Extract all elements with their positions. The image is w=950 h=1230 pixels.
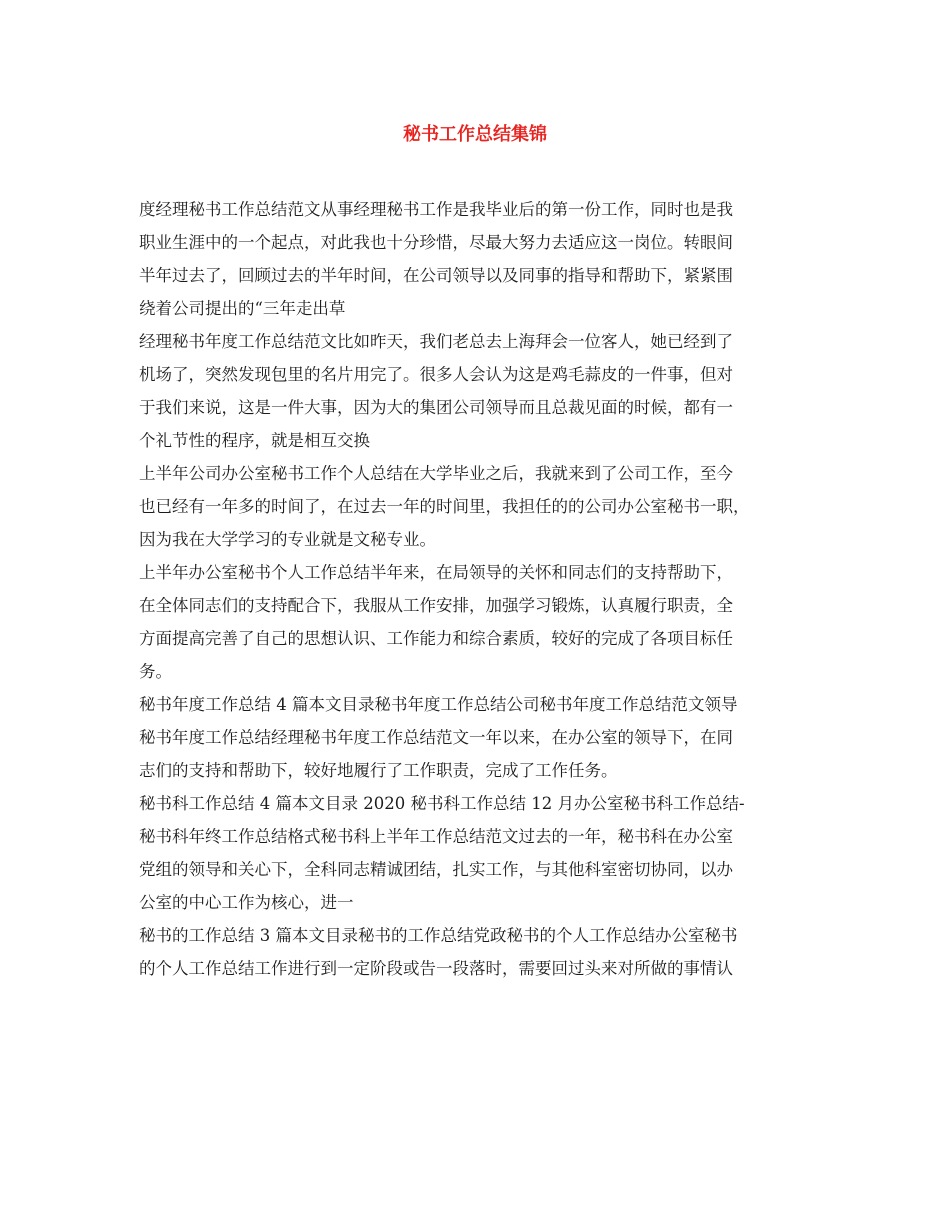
text-line: 秘书年度工作总结经理秘书年度工作总结范文一年以来，在办公室的领导下，在同 — [139, 728, 733, 747]
document-title: 秘书工作总结集锦 — [403, 124, 547, 145]
text-line: 秘书年度工作总结 4 篇本文目录秘书年度工作总结公司秘书年度工作总结范文领导 — [139, 695, 738, 714]
text-line: 度经理秘书工作总结范文从事经理秘书工作是我毕业后的第一份工作，同时也是我 — [139, 200, 733, 219]
text-line: 秘书科工作总结 4 篇本文目录 2020 秘书科工作总结 12 月办公室秘书科工作总结- — [139, 794, 745, 813]
text-line: 因为我在大学学习的专业就是文秘专业。 — [139, 530, 436, 549]
text-line: 务。 — [139, 662, 172, 681]
text-line: 也已经有一年多的时间了，在过去一年的时间里，我担任的的公司办公室秘书一职， — [139, 497, 750, 516]
text-line: 绕着公司提出的“三年走出草 — [139, 299, 346, 318]
text-line: 志们的支持和帮助下，较好地履行了工作职责，完成了工作任务。 — [139, 761, 618, 780]
text-line: 个礼节性的程序，就是相互交换 — [139, 431, 370, 450]
text-line: 经理秘书年度工作总结范文比如昨天，我们老总去上海拜会一位客人，她已经到了 — [139, 332, 733, 351]
text-line: 秘书科年终工作总结格式秘书科上半年工作总结范文过去的一年，秘书科在办公室 — [139, 827, 733, 846]
text-line: 公室的中心工作为核心，进一 — [139, 893, 354, 912]
text-line: 方面提高完善了自己的思想认识、工作能力和综合素质，较好的完成了各项目标任 — [139, 629, 733, 648]
text-line: 的个人工作总结工作进行到一定阶段或告一段落时，需要回过头来对所做的事情认 — [139, 959, 733, 978]
text-line: 机场了，突然发现包里的名片用完了。很多人会认为这是鸡毛蒜皮的一件事，但对 — [139, 365, 733, 384]
text-line: 党组的领导和关心下，全科同志精诚团结，扎实工作，与其他科室密切协同，以办 — [139, 860, 733, 879]
text-line: 上半年公司办公室秘书工作个人总结在大学毕业之后，我就来到了公司工作，至今 — [139, 464, 733, 483]
text-line: 在全体同志们的支持配合下，我服从工作安排，加强学习锻炼，认真履行职责，全 — [139, 596, 733, 615]
text-line: 于我们来说，这是一件大事，因为大的集团公司领导而且总裁见面的时候，都有一 — [139, 398, 733, 417]
text-line: 职业生涯中的一个起点，对此我也十分珍惜，尽最大努力去适应这一岗位。转眼间 — [139, 233, 733, 252]
text-line: 半年过去了，回顾过去的半年时间，在公司领导以及同事的指导和帮助下，紧紧围 — [139, 266, 733, 285]
text-line: 上半年办公室秘书个人工作总结半年来，在局领导的关怀和同志们的支持帮助下， — [139, 563, 733, 582]
text-line: 秘书的工作总结 3 篇本文目录秘书的工作总结党政秘书的个人工作总结办公室秘书 — [139, 926, 738, 945]
